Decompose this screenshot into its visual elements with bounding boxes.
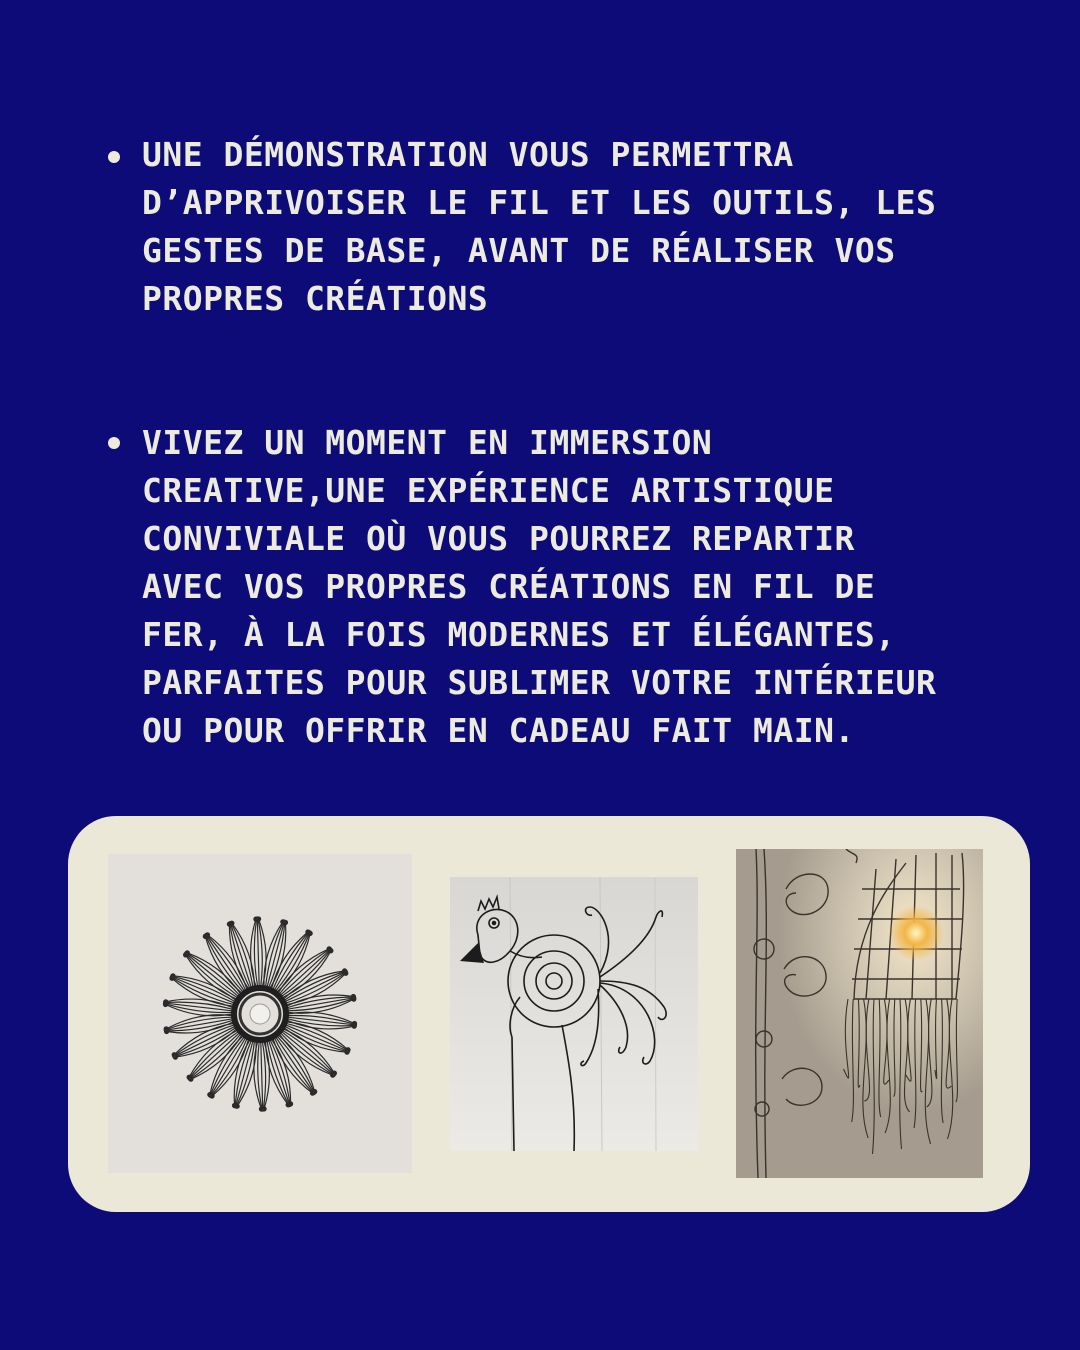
bullet-dot: [108, 151, 120, 163]
photo-gallery-panel: [68, 816, 1030, 1212]
bullet-text-immersion: VIVEZ UN MOMENT EN IMMERSION CREATIVE,UNE EXPÉRIENCE ARTISTIQUE CONVIVIALE OÙ VOUS POURREZ REPARTIR AVEC VOS PROPRES CRÉATIONS EN FIL DE FER, À LA FOIS MODERNES ET ÉLÉGANTES, PARFAITES POUR SUBLIMER VOTRE INTÉRIEUR OU POUR OFFRIR EN CADEAU FAIT MAIN.: [142, 423, 937, 750]
photo-sunburst-sculpture: [108, 854, 412, 1173]
bullet-dot: [108, 437, 120, 449]
photo-wire-lamp: [736, 849, 983, 1178]
photo-bird-sculpture: [450, 877, 698, 1151]
bullet-text-demonstration: UNE DÉMONSTRATION VOUS PERMETTRA D’APPRIVOISER LE FIL ET LES OUTILS, LES GESTES DE BASE, AVANT DE RÉALISER VOS PROPRES CRÉATIONS: [142, 135, 937, 318]
